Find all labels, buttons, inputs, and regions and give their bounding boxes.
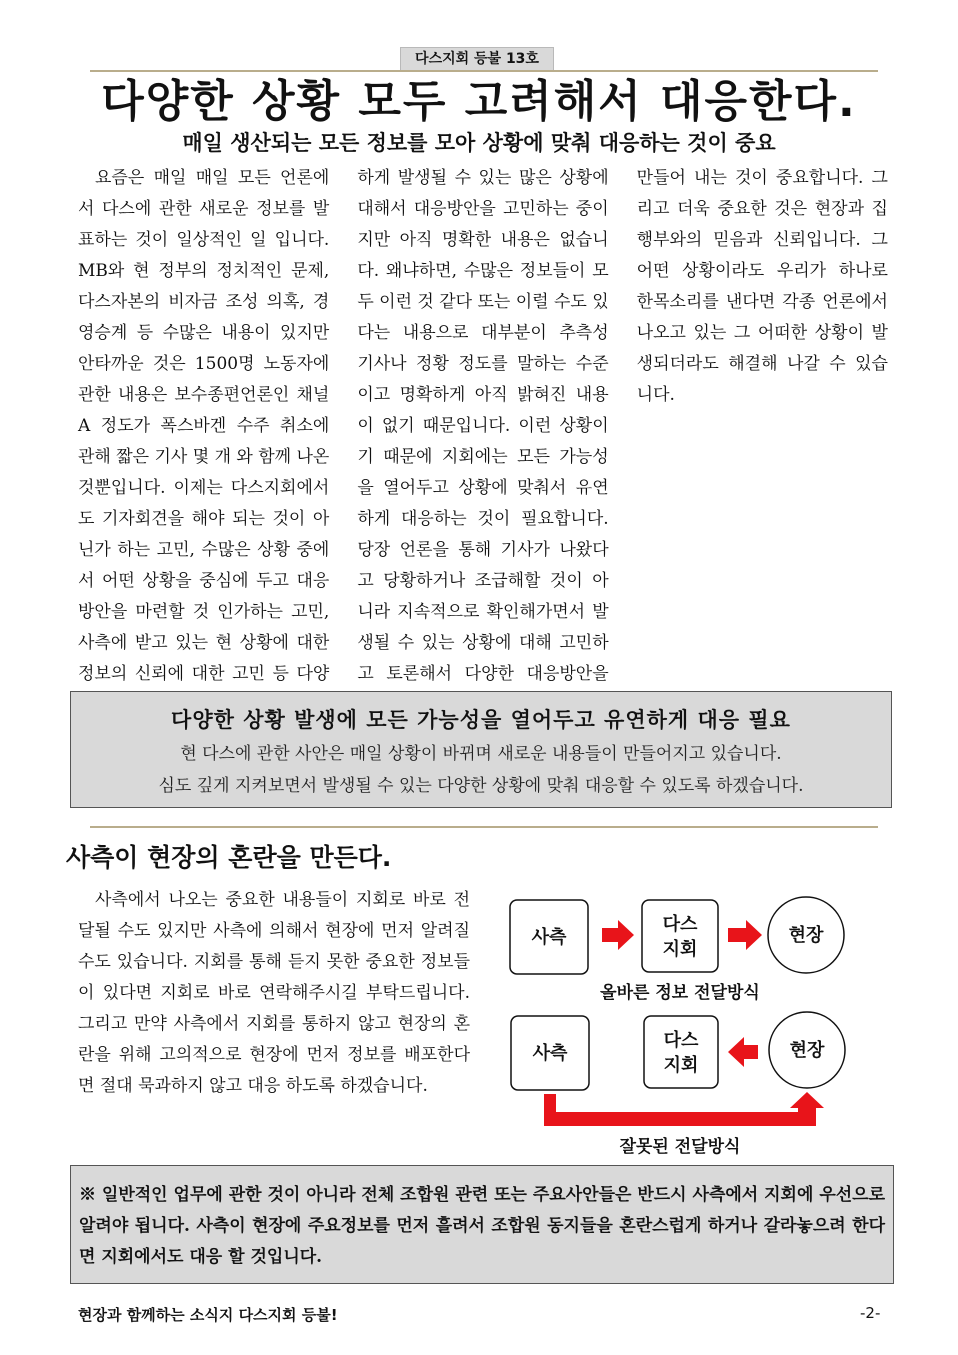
callout-line-1: 현 다스에 관한 사안은 매일 상황이 바뀌며 새로운 내용들이 만들어지고 있습니다. <box>180 744 782 764</box>
union-label-line1-wrong: 다스 <box>663 1030 699 1051</box>
floor-label-wrong: 현장 <box>789 1040 825 1061</box>
company-label-correct: 사측 <box>531 927 567 948</box>
page-number: -2- <box>860 1304 881 1322</box>
floor-label-correct: 현장 <box>788 925 824 946</box>
subheadline: 매일 생산되는 모든 정보를 모아 상황에 맞춰 대응하는 것이 중요 <box>182 131 776 155</box>
union-box-wrong <box>644 1016 718 1088</box>
section-body: 사측에서 나오는 중요한 내용들이 지회로 바로 전달될 수도 있지만 사측에 의해서 현장에 먼저 알려질 수도 있습니다. 지회를 통해 듣지 못한 중요한 정보들이 있다면 지회로 바로 연락해주시길 부탁드립니다. 그리고 만약 사측에서 지회를 통하지 않고 현장의 혼란을 위해 고의적으로 현장에 먼저 정보를 배포한다면 절대 묵과하지 않고 대응 하도록 하겠습니다. <box>78 890 470 1096</box>
union-label-line1-correct: 다스 <box>662 914 698 935</box>
union-box-correct <box>642 900 718 972</box>
top-divider <box>90 70 878 72</box>
information-flow-diagram <box>500 890 860 1165</box>
callout-title: 다양한 상황 발생에 모든 가능성을 열어두고 유연하게 대응 필요 <box>171 708 791 732</box>
callout-line-2: 심도 깊게 지켜보면서 발생될 수 있는 다양한 상황에 맞춰 대응할 수 있도록 하겠습니다. <box>158 776 804 796</box>
union-label-line2-wrong: 지회 <box>663 1055 699 1076</box>
arrow-right-icon <box>602 920 634 950</box>
footer-tagline: 현장과 함께하는 소식지 다스지회 등불! <box>78 1306 338 1324</box>
notice-box: ※ 일반적인 업무에 관한 것이 아니라 전체 조합원 관련 또는 주요사안들은 반드시 사측에서 지회에 우선으로 알려야 됩니다. 사측이 현장에 주요정보를 먼저 흘려서 조합원 동지들을 혼란스럽게 하거나 갈라놓으려 한다면 지회에서도 대응 할 것입니다. <box>70 1165 894 1284</box>
issue-tag: 다스지회 등불 13호 <box>400 47 554 72</box>
main-article-body: 요즘은 매일 매일 모든 언론에서 다스에 관한 새로운 정보를 발표하는 것이 일상적인 일 입니다. MB와 현 정부의 정치적인 문제, 다스자본의 비자금 조성 의혹, 경영승계 등 수많은 내용이 있지만 안타까운 것은 1500명 노동자에 관한 내용은 보수종편언론인 채널A 정도가 폭스바겐 수주 취소에 관해 짧은 기사 몇 개 와 함께 나온 것뿐입니다. 이제는 다스지회에서도 기자회견을 해야 되는 것이 아닌가 하는 고민, 수많은 상황 중에서 어떤 상황을 중심에 두고 대응방안을 마련할 것 인가하는 고민, 사측에 받고 있는 현 상황에 대한 정보의 신뢰에 대한 고민 등 다양하게 발생될 수 있는 많은 상황에 대해서 대응방안을 고민하는 중이지만 아직 명확한 내용은 없습니다. 왜냐하면, 수많은 정보들이 모두 이런 것 같다 또는 이럴 수도 있다는 내용으로 대부분이 추측성 기사나 정황 정도를 말하는 수준이고 명확하게 아직 밝혀진 내용이 없기 때문입니다. 이런 상황이기 때문에 지회에는 모든 가능성을 열어두고 상황에 맞춰서 유연하게 대응하는 것이 필요합니다. 당장 언론을 통해 기사가 나왔다고 당황하거나 조급해할 것이 아니라 지속적으로 확인해가면서 발생될 수 있는 상황에 대해 고민하고 토론해서 다양한 대응방안을 만들어 내는 것이 중요합니다. 그리고 더욱 중요한 것은 현장과 집행부와의 믿음과 신뢰입니다. 그 어떤 상황이라도 우리가 하나로 한목소리를 낸다면 각종 언론에서 나오고 있는 그 어떠한 상황이 발생되더라도 해결해 나갈 수 있습니다. <box>78 168 888 684</box>
wrong-method-label: 잘못된 전달방식 <box>619 1137 741 1157</box>
callout-box <box>70 691 892 808</box>
arrow-right-icon <box>728 920 762 950</box>
section-divider <box>90 826 878 828</box>
headline: 다양한 상황 모두 고려해서 대응한다. <box>101 76 857 127</box>
bypass-arrow-icon <box>544 1092 824 1126</box>
correct-method-label: 올바른 정보 전달방식 <box>600 983 760 1003</box>
company-label-wrong: 사측 <box>532 1043 568 1064</box>
union-label-line2-correct: 지회 <box>662 939 698 960</box>
arrow-left-icon <box>728 1037 758 1067</box>
section-title: 사측이 현장의 혼란을 만든다. <box>66 843 392 872</box>
